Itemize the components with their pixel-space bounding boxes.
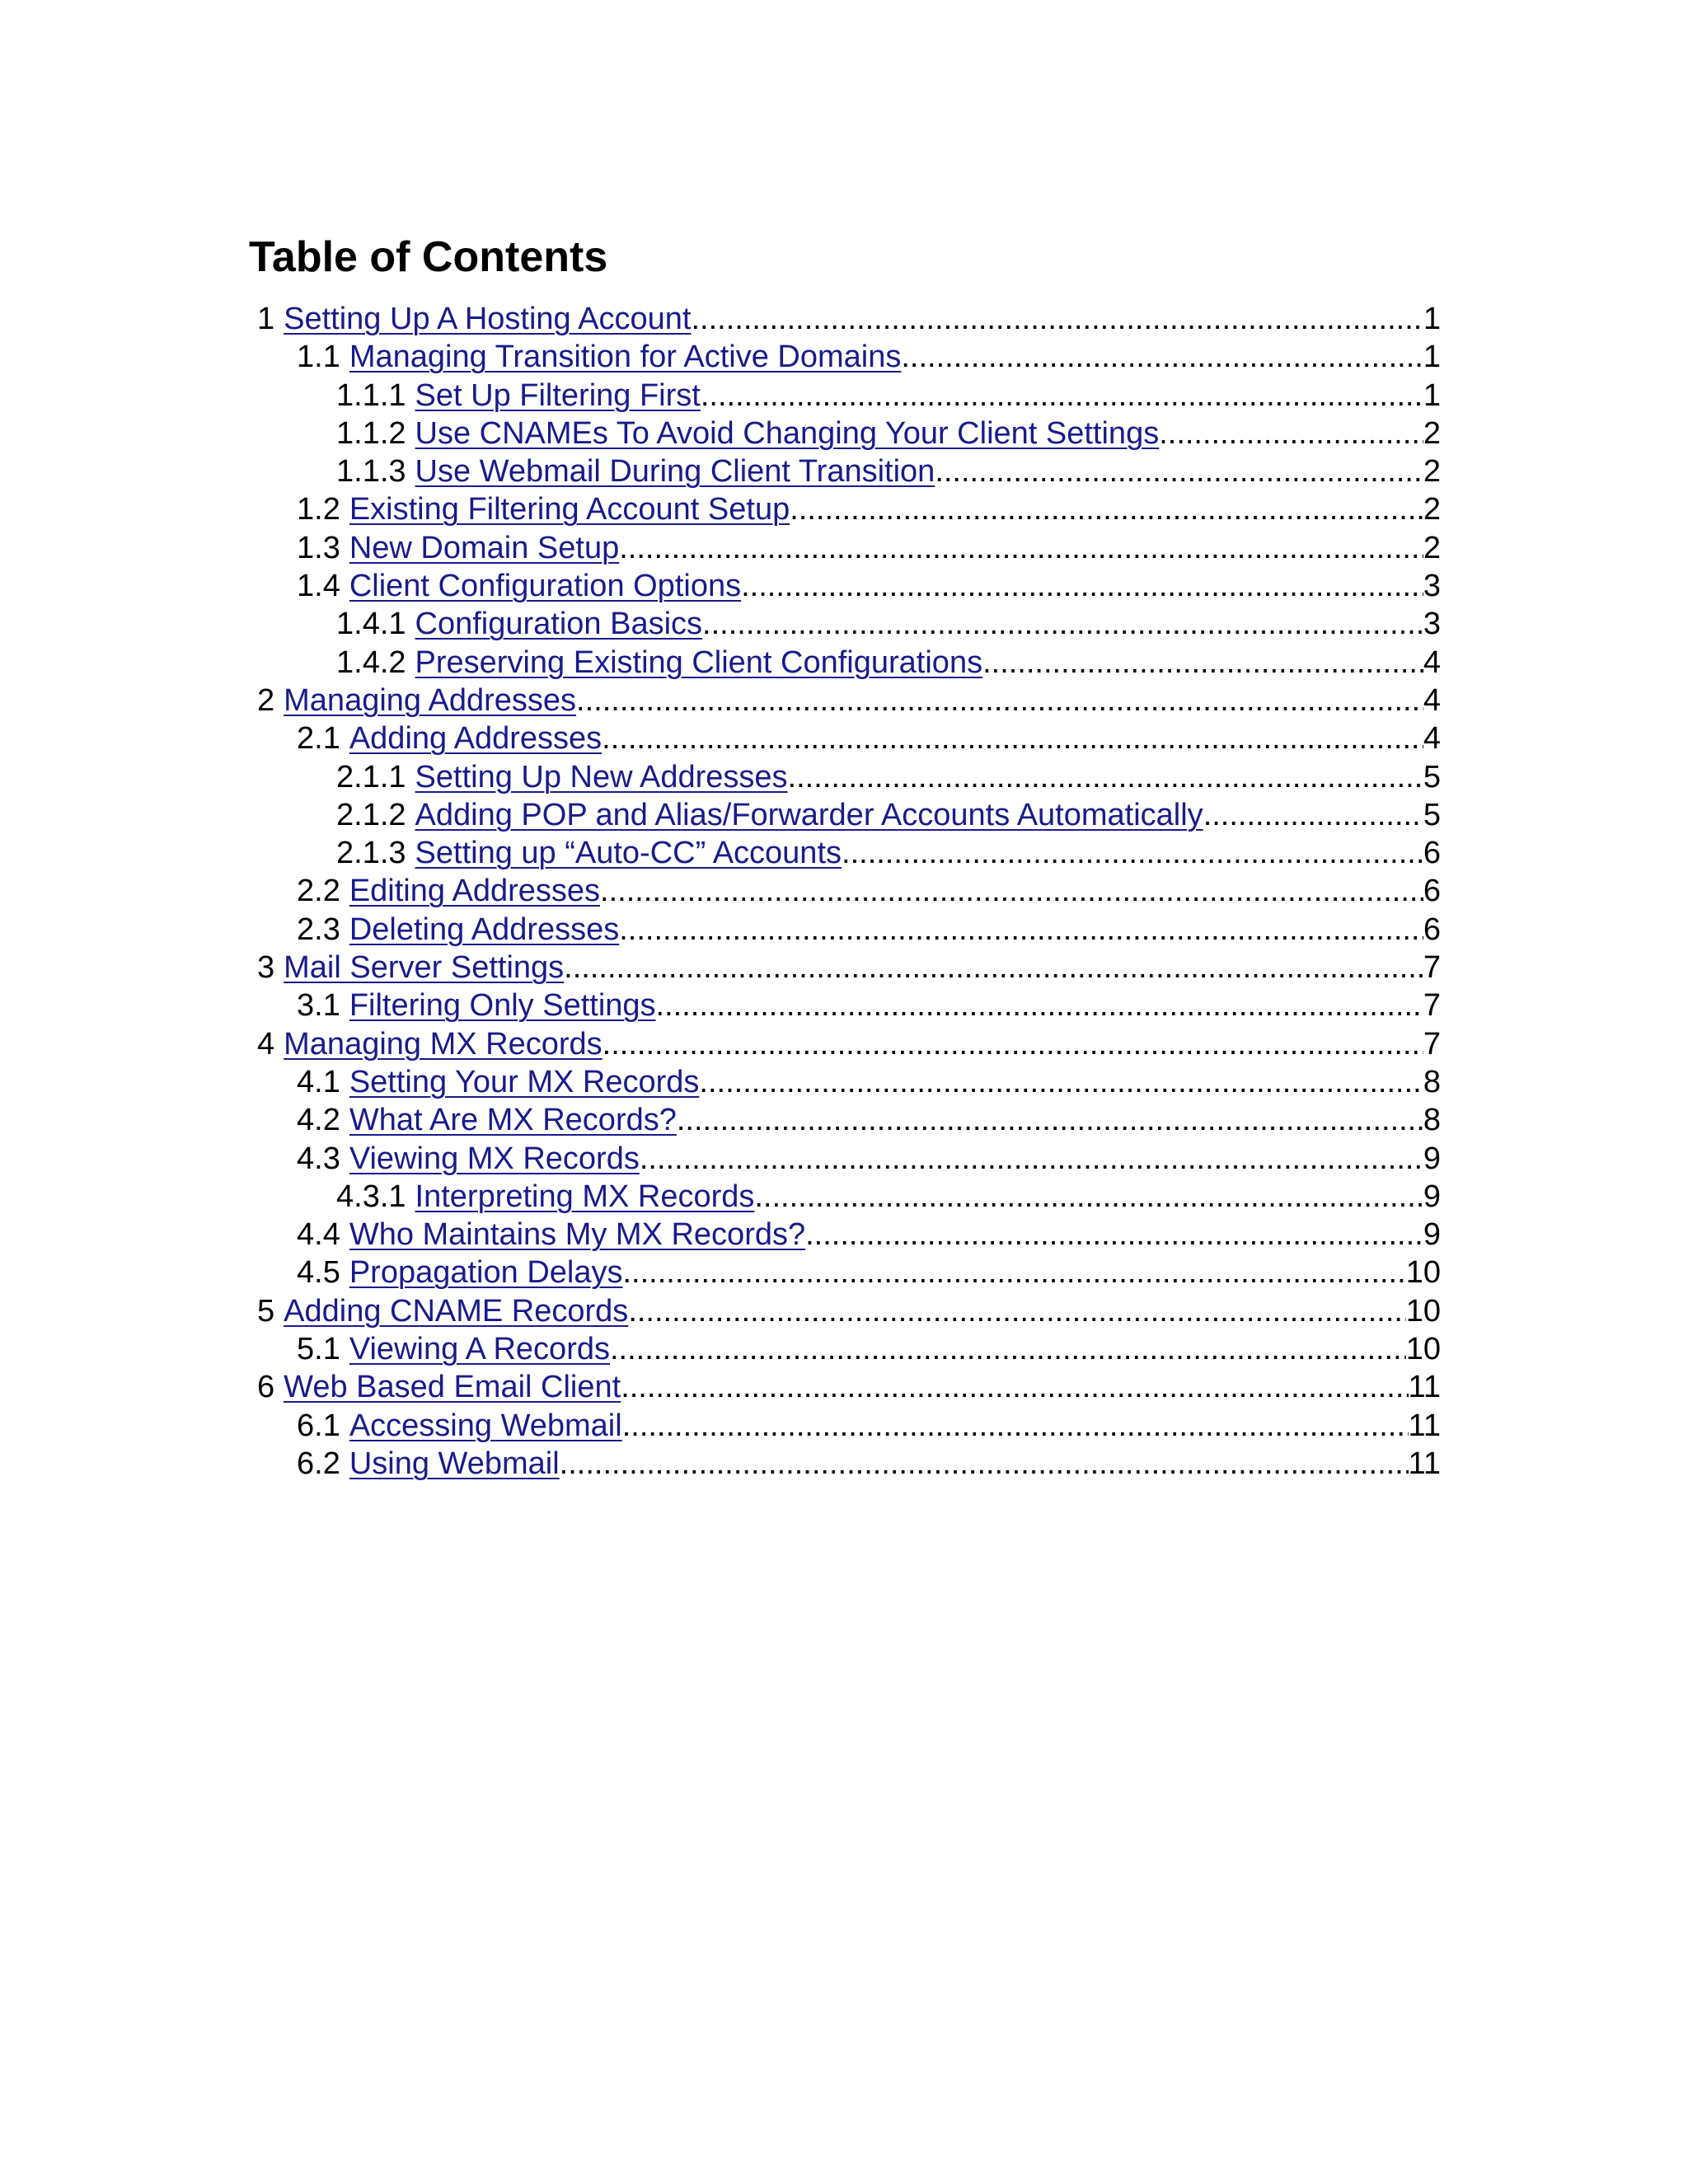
toc-dot-leader — [622, 1254, 1405, 1291]
toc-dot-leader — [754, 1178, 1423, 1216]
toc-entry-number: 2.2 — [297, 874, 340, 909]
toc-entry-number: 1.1.3 — [336, 454, 406, 490]
toc-entry-page-number: 7 — [1423, 950, 1441, 986]
toc-entry-page-number: 4 — [1423, 721, 1441, 757]
toc-dot-leader — [1203, 796, 1423, 834]
toc-entry — [254, 834, 1441, 872]
toc-entry-link[interactable]: Mail Server Settings — [284, 950, 565, 986]
toc-entry-link[interactable]: Setting Your MX Records — [349, 1064, 700, 1099]
toc-entry — [254, 415, 1441, 452]
toc-dot-leader — [701, 377, 1423, 415]
toc-entry-number: 1 — [257, 302, 275, 336]
toc-dot-leader — [621, 1368, 1408, 1406]
toc-entry-number: 5.1 — [297, 1332, 340, 1367]
toc-entry-page-number: 7 — [1423, 1026, 1441, 1062]
toc-entry-page-number: 8 — [1423, 1103, 1441, 1138]
toc-entry-number: 1.4.2 — [336, 644, 406, 680]
toc-entry-link[interactable]: Using Webmail — [349, 1446, 560, 1481]
toc-entry-number: 4.2 — [297, 1103, 340, 1138]
toc-entry — [254, 644, 1441, 682]
toc-entry — [254, 1025, 1441, 1063]
toc-entry-link[interactable]: Managing Transition for Active Domains — [349, 340, 902, 375]
toc-entry-number: 1.1.2 — [336, 415, 406, 451]
toc-entry — [254, 949, 1441, 987]
toc-entry-number: 4.3.1 — [336, 1179, 406, 1214]
toc-dot-leader — [564, 949, 1423, 987]
toc-entry-number: 5 — [257, 1293, 275, 1329]
toc-entry-link[interactable]: Setting Up A Hosting Account — [284, 302, 692, 336]
toc-entry-number: 1.1 — [297, 340, 340, 375]
toc-entry-link[interactable]: Who Maintains My MX Records? — [349, 1217, 806, 1253]
toc-entry-page-number: 1 — [1423, 377, 1441, 413]
toc-dot-leader — [741, 567, 1423, 605]
toc-entry — [254, 605, 1441, 643]
toc-dot-leader — [901, 338, 1423, 376]
toc-dot-leader — [600, 872, 1423, 910]
toc-entry — [254, 1445, 1441, 1483]
toc-entry-page-number: 1 — [1423, 340, 1441, 375]
toc-entry — [254, 719, 1441, 757]
toc-entry-link[interactable]: Setting up “Auto-CC” Accounts — [415, 836, 842, 871]
table-of-contents — [254, 300, 1441, 1483]
toc-dot-leader — [842, 834, 1423, 872]
toc-dot-leader — [640, 1140, 1423, 1178]
toc-entry — [254, 377, 1441, 415]
toc-entry-page-number: 4 — [1423, 682, 1441, 718]
toc-dot-leader — [702, 605, 1423, 643]
toc-dot-leader — [691, 300, 1423, 338]
toc-entry-number: 4 — [257, 1026, 275, 1062]
toc-dot-leader — [677, 1101, 1423, 1139]
toc-entry-page-number: 9 — [1423, 1141, 1441, 1176]
toc-entry — [254, 987, 1441, 1024]
toc-entry — [254, 452, 1441, 490]
toc-entry-link[interactable]: Adding CNAME Records — [284, 1293, 629, 1329]
toc-entry-page-number: 6 — [1423, 836, 1441, 871]
toc-entry — [254, 1140, 1441, 1178]
toc-entry-link[interactable]: Setting Up New Addresses — [415, 759, 788, 794]
toc-entry-link[interactable]: Editing Addresses — [349, 874, 601, 909]
toc-entry-link[interactable]: Interpreting MX Records — [415, 1179, 755, 1214]
toc-entry-number: 2.1 — [297, 721, 340, 757]
toc-dot-leader — [576, 682, 1423, 719]
toc-entry — [254, 1063, 1441, 1101]
toc-entry-page-number: 3 — [1423, 569, 1441, 604]
toc-entry-link[interactable]: New Domain Setup — [349, 530, 620, 565]
toc-entry-link[interactable]: Existing Filtering Account Setup — [349, 492, 790, 527]
toc-entry-page-number: 9 — [1423, 1179, 1441, 1214]
toc-entry — [254, 1216, 1441, 1254]
toc-entry-page-number: 10 — [1405, 1332, 1441, 1367]
toc-entry — [254, 796, 1441, 834]
toc-dot-leader — [619, 529, 1423, 567]
toc-entry-link[interactable]: Configuration Basics — [415, 607, 703, 642]
toc-entry — [254, 758, 1441, 796]
toc-entry-link[interactable]: Propagation Delays — [349, 1255, 623, 1291]
toc-entry — [254, 300, 1441, 338]
toc-entry-link[interactable]: Viewing A Records — [349, 1332, 610, 1367]
toc-entry-page-number: 5 — [1423, 759, 1441, 794]
toc-dot-leader — [790, 490, 1423, 528]
toc-entry-page-number: 3 — [1423, 607, 1441, 642]
page-title: Table of Contents — [249, 233, 608, 281]
toc-entry — [254, 1254, 1441, 1291]
toc-entry-page-number: 8 — [1423, 1064, 1441, 1099]
toc-entry-page-number: 2 — [1423, 530, 1441, 565]
toc-entry-page-number: 10 — [1405, 1293, 1441, 1329]
toc-entry-page-number: 1 — [1423, 302, 1441, 336]
toc-entry-page-number: 4 — [1423, 644, 1441, 680]
toc-entry-number: 1.4.1 — [336, 607, 406, 642]
toc-entry-page-number: 11 — [1408, 1446, 1441, 1481]
toc-dot-leader — [602, 719, 1423, 757]
toc-entry-link[interactable]: Adding Addresses — [349, 721, 603, 757]
toc-dot-leader — [622, 1407, 1409, 1445]
toc-entry-page-number: 10 — [1405, 1255, 1441, 1291]
toc-entry-link[interactable]: Accessing Webmail — [349, 1408, 622, 1443]
toc-entry-link[interactable]: Filtering Only Settings — [349, 988, 656, 1024]
toc-entry-page-number: 2 — [1423, 454, 1441, 490]
toc-entry-number: 6.2 — [297, 1446, 340, 1481]
toc-dot-leader — [699, 1063, 1423, 1101]
toc-dot-leader — [788, 758, 1423, 796]
toc-dot-leader — [805, 1216, 1423, 1254]
toc-entry-page-number: 6 — [1423, 874, 1441, 909]
toc-entry — [254, 1330, 1441, 1368]
toc-entry-link[interactable]: What Are MX Records? — [349, 1103, 677, 1138]
toc-entry — [254, 490, 1441, 528]
toc-entry-link[interactable]: Managing MX Records — [284, 1026, 603, 1062]
toc-entry-link[interactable]: Preserving Existing Client Configurations — [415, 644, 983, 680]
toc-entry-page-number: 9 — [1423, 1217, 1441, 1253]
toc-entry-link[interactable]: Use Webmail During Client Transition — [415, 454, 935, 490]
toc-entry-number: 2.1.1 — [336, 759, 406, 794]
toc-entry-number: 4.4 — [297, 1217, 340, 1253]
toc-entry-link[interactable]: Client Configuration Options — [349, 569, 742, 604]
toc-entry — [254, 911, 1441, 949]
toc-entry-number: 1.2 — [297, 492, 340, 527]
toc-entry-link[interactable]: Viewing MX Records — [349, 1141, 640, 1176]
toc-entry — [254, 872, 1441, 910]
toc-entry-number: 2.1.3 — [336, 836, 406, 871]
toc-entry-link[interactable]: Use CNAMEs To Avoid Changing Your Client Settings — [415, 415, 1160, 451]
toc-entry — [254, 1178, 1441, 1216]
toc-dot-leader — [1159, 415, 1423, 452]
toc-entry-number: 1.4 — [297, 569, 340, 604]
toc-entry-number: 2.1.2 — [336, 797, 406, 832]
toc-entry-number: 2 — [257, 682, 275, 718]
toc-entry — [254, 1368, 1441, 1406]
toc-dot-leader — [656, 987, 1423, 1024]
toc-entry — [254, 338, 1441, 376]
toc-dot-leader — [982, 644, 1423, 682]
toc-entry-page-number: 11 — [1408, 1370, 1441, 1405]
toc-entry — [254, 529, 1441, 567]
toc-entry — [254, 567, 1441, 605]
toc-entry-page-number: 2 — [1423, 492, 1441, 527]
toc-entry-number: 6 — [257, 1370, 275, 1405]
toc-dot-leader — [610, 1330, 1406, 1368]
toc-entry-page-number: 6 — [1423, 912, 1441, 947]
toc-dot-leader — [603, 1025, 1423, 1063]
toc-entry-number: 4.1 — [297, 1064, 340, 1099]
toc-entry-page-number: 11 — [1408, 1408, 1441, 1443]
toc-entry-page-number: 2 — [1423, 415, 1441, 451]
toc-entry — [254, 1407, 1441, 1445]
toc-entry-number: 1.1.1 — [336, 377, 406, 413]
toc-dot-leader — [560, 1445, 1409, 1483]
toc-entry — [254, 682, 1441, 719]
toc-entry-number: 4.5 — [297, 1255, 340, 1291]
toc-dot-leader — [619, 911, 1423, 949]
toc-entry-link[interactable]: Web Based Email Client — [284, 1370, 621, 1405]
toc-entry — [254, 1292, 1441, 1330]
toc-entry — [254, 1101, 1441, 1139]
toc-entry-number: 3.1 — [297, 988, 340, 1024]
toc-entry-link[interactable]: Set Up Filtering First — [415, 377, 701, 413]
toc-entry-number: 6.1 — [297, 1408, 340, 1443]
toc-entry-link[interactable]: Deleting Addresses — [349, 912, 620, 947]
toc-entry-link[interactable]: Adding POP and Alias/Forwarder Accounts Automatically — [415, 797, 1203, 832]
toc-entry-number: 1.3 — [297, 530, 340, 565]
toc-entry-number: 2.3 — [297, 912, 340, 947]
toc-dot-leader — [935, 452, 1423, 490]
toc-entry-number: 3 — [257, 950, 275, 986]
toc-dot-leader — [628, 1292, 1405, 1330]
toc-entry-number: 4.3 — [297, 1141, 340, 1176]
toc-entry-page-number: 5 — [1423, 797, 1441, 832]
toc-entry-page-number: 7 — [1423, 988, 1441, 1024]
toc-entry-link[interactable]: Managing Addresses — [284, 682, 577, 718]
